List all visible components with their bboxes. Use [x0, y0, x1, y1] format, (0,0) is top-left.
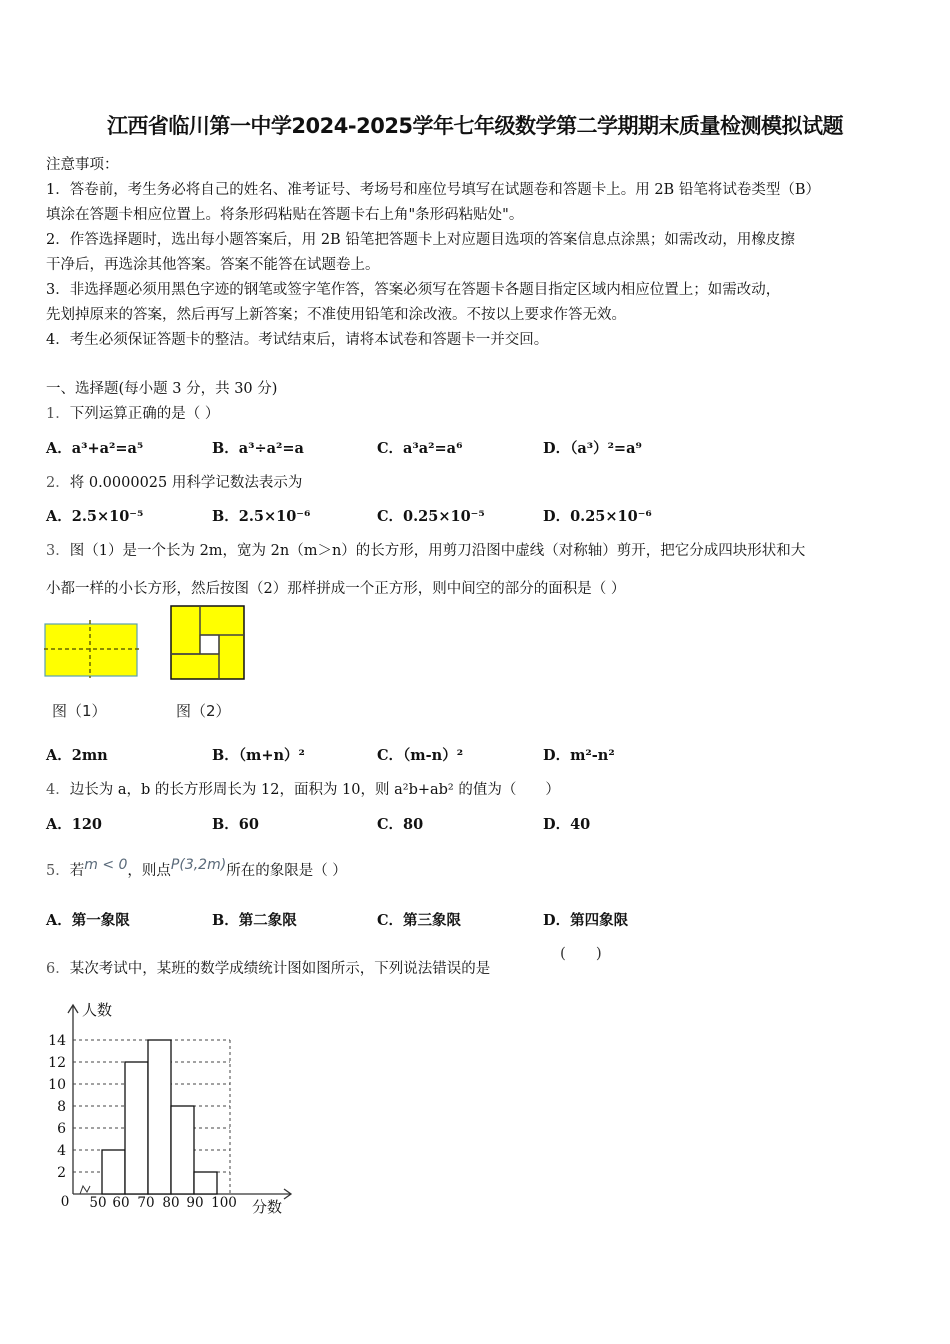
option-b[interactable]: B．第二象限 — [212, 912, 297, 929]
question-number: 5． — [46, 863, 70, 879]
question-stem-line1: 图（1）是一个长为 2m，宽为 2n（m＞n）的长方形，用剪刀沿图中虚线（对称轴）剪开，把它分成四块形状和大 — [69, 543, 806, 559]
option-a[interactable]: A．第一象限 — [46, 912, 130, 929]
option-d[interactable]: D．40 — [543, 816, 591, 833]
svg-text:90: 90 — [186, 1195, 204, 1211]
question-number: 3． — [46, 543, 70, 559]
option-d[interactable]: D．0.25×10⁻⁶ — [543, 508, 652, 525]
svg-text:100: 100 — [211, 1195, 237, 1211]
svg-text:10: 10 — [48, 1077, 66, 1093]
option-b[interactable]: B．a³÷a²=a — [212, 440, 304, 457]
question-5 — [46, 859, 347, 880]
question-stem-line2: 小都一样的小长方形，然后按图（2）那样拼成一个正方形，则中间空的部分的面积是（ ） — [46, 581, 626, 597]
option-d[interactable]: D．（a³）²=a⁹ — [543, 440, 642, 457]
option-b[interactable]: B．（m+n）² — [212, 747, 305, 764]
option-b[interactable]: B．60 — [212, 816, 259, 833]
note-line: 填涂在答题卡相应位置上。将条形码粘贴在答题卡右上角"条形码粘贴处"。 — [46, 207, 524, 223]
question-stem: 边长为 a，b 的长方形周长为 12，面积为 10，则 a²b+ab² 的值为（ ） — [69, 782, 560, 798]
question-stem-mid: ，则点 — [127, 863, 171, 879]
notes-heading: 注意事项： — [46, 157, 119, 173]
figure-2-label: 图（2） — [176, 702, 231, 720]
svg-text:14: 14 — [48, 1033, 66, 1049]
question-stem: 某次考试中，某班的数学成绩统计图如图所示，下列说法错误的是 — [69, 961, 491, 977]
answer-paren: ( ) — [560, 944, 602, 962]
svg-text:80: 80 — [162, 1195, 180, 1211]
note-line: 3．非选择题必须用黑色字迹的钢笔或签字笔作答，答案必须写在答题卡各题目指定区域内相应位置上；如需改动， — [46, 282, 781, 298]
question-number: 2． — [46, 475, 70, 491]
math-expression-point-p: P(3,2m) — [170, 857, 227, 873]
question-stem: 下列运算正确的是（ ） — [69, 406, 220, 422]
svg-text:70: 70 — [137, 1195, 155, 1211]
svg-text:8: 8 — [57, 1099, 66, 1115]
note-line: 干净后，再选涂其他答案。答案不能答在试题卷上。 — [46, 257, 380, 273]
question-number: 6． — [46, 961, 70, 977]
option-b[interactable]: B．2.5×10⁻⁶ — [212, 508, 311, 525]
option-a[interactable]: A．2mn — [46, 747, 108, 764]
option-c[interactable]: C．80 — [377, 816, 424, 833]
section-heading: 一、选择题(每小题 3 分，共 30 分) — [46, 381, 278, 397]
question-2 — [46, 471, 302, 492]
question-stem-prefix: 若 — [69, 863, 85, 879]
svg-text:6: 6 — [57, 1121, 66, 1137]
question-4 — [46, 778, 560, 799]
figure-2-square — [170, 605, 246, 681]
option-d[interactable]: D．第四象限 — [543, 912, 629, 929]
note-line: 2．作答选择题时，选出每小题答案后，用 2B 铅笔把答题卡上对应题目选项的答案信息点涂黑；如需改动，用橡皮擦 — [46, 232, 795, 248]
page-title: 江西省临川第一中学2024-2025学年七年级数学第二学期期末质量检测模拟试题 — [106, 114, 844, 138]
question-1 — [46, 402, 219, 423]
svg-text:2: 2 — [57, 1165, 66, 1181]
question-number: 4． — [46, 782, 70, 798]
figure-1-label: 图（1） — [52, 702, 107, 720]
question-number: 1． — [46, 406, 70, 422]
option-a[interactable]: A．120 — [46, 816, 103, 833]
question-stem: 将 0.0000025 用科学记数法表示为 — [69, 475, 303, 491]
option-a[interactable]: A．2.5×10⁻⁵ — [46, 508, 144, 525]
option-c[interactable]: C．第三象限 — [377, 912, 462, 929]
svg-text:12: 12 — [48, 1055, 66, 1071]
svg-text:人数: 人数 — [82, 1001, 113, 1019]
note-line: 先划掉原来的答案，然后再写上新答案；不准使用铅笔和涂改液。不按以上要求作答无效。 — [46, 307, 626, 323]
question-3 — [46, 539, 805, 560]
svg-text:50: 50 — [89, 1195, 107, 1211]
svg-text:4: 4 — [57, 1143, 66, 1159]
svg-text:0: 0 — [60, 1194, 70, 1210]
note-line: 1．答卷前，考生务必将自己的姓名、准考证号、考场号和座位号填写在试题卷和答题卡上。用 2B 铅笔将试卷类型（B） — [46, 182, 820, 198]
option-c[interactable]: C．a³a²=a⁶ — [377, 440, 463, 457]
figure-1-rectangle — [44, 620, 142, 678]
math-expression-m-lt-0: m < 0 — [84, 857, 128, 873]
question-6 — [46, 957, 490, 978]
score-histogram — [40, 998, 300, 1218]
note-line: 4．考生必须保证答题卡的整洁。考试结束后，请将本试卷和答题卡一并交回。 — [46, 332, 549, 348]
option-c[interactable]: C．0.25×10⁻⁵ — [377, 508, 485, 525]
svg-text:分数: 分数 — [252, 1198, 283, 1216]
option-a[interactable]: A．a³+a²=a⁵ — [46, 440, 144, 457]
option-d[interactable]: D．m²-n² — [543, 747, 615, 764]
option-c[interactable]: C．（m-n）² — [377, 747, 464, 764]
svg-text:60: 60 — [112, 1195, 130, 1211]
question-stem-suffix: 所在的象限是（ ） — [226, 863, 347, 879]
